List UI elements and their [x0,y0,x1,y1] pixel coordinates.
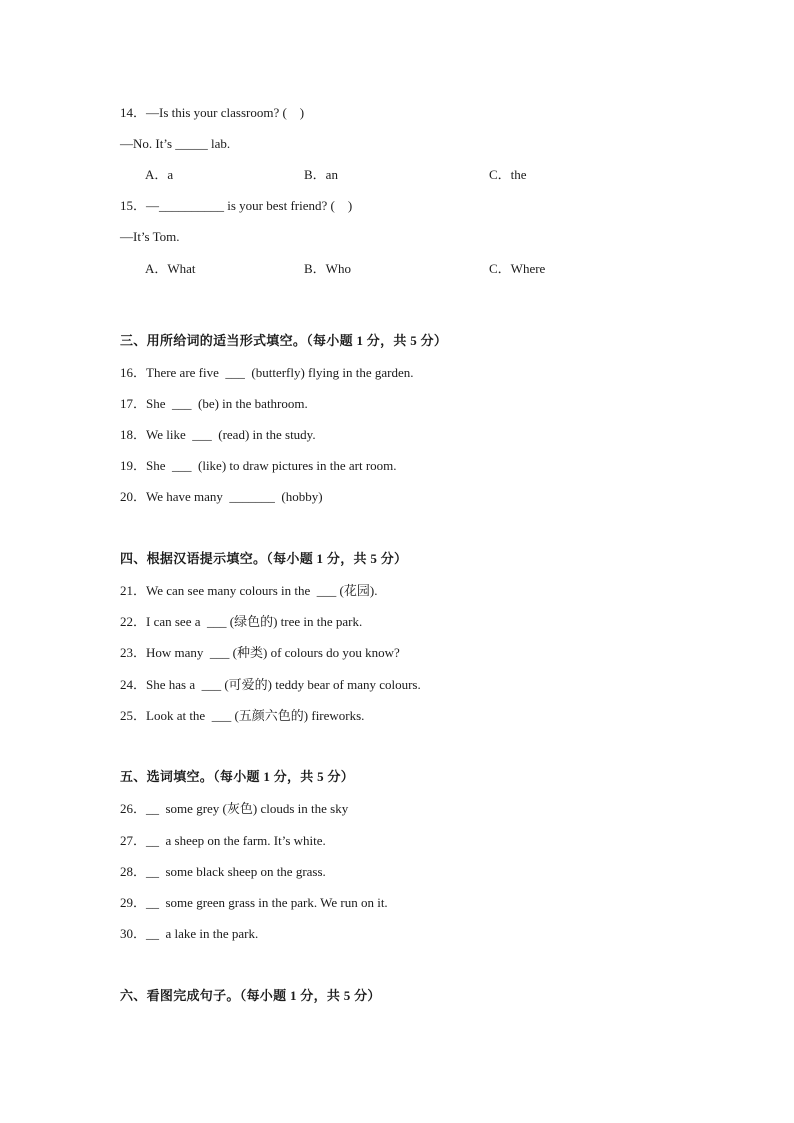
section-4-heading: 四、根据汉语提示填空。（每小题 1 分，共 5 分） [120,551,408,566]
question-15: 15．—__________ is your best friend? ( ) [120,198,353,213]
question-25: 25．Look at the ___ (五颜六色的) fireworks. [120,708,365,723]
option-14-b: B．an [304,167,338,182]
question-20: 20．We have many _______ (hobby) [120,489,323,504]
question-30: 30．__ a lake in the park. [120,926,259,941]
question-18: 18．We like ___ (read) in the study. [120,427,316,442]
question-15-answer: —It’s Tom. [120,229,180,244]
section-5-heading: 五、选词填空。（每小题 1 分，共 5 分） [120,769,355,784]
question-14-answer: —No. It’s _____ lab. [120,136,231,151]
question-16: 16．There are five ___ (butterfly) flying in the garden. [120,365,414,380]
section-3-heading: 三、用所给词的适当形式填空。（每小题 1 分，共 5 分） [120,333,448,348]
question-14: 14．—Is this your classroom? ( ) [120,105,305,120]
section-6-heading: 六、看图完成句子。（每小题 1 分，共 5 分） [120,988,381,1003]
question-27: 27．__ a sheep on the farm. It’s white. [120,833,326,848]
question-17: 17．She ___ (be) in the bathroom. [120,396,308,411]
option-14-a: A．a [145,167,174,182]
question-26: 26．__ some grey (灰色) clouds in the sky [120,801,349,816]
question-19: 19．She ___ (like) to draw pictures in the art room. [120,458,397,473]
question-24: 24．She has a ___ (可爱的) teddy bear of many colours. [120,677,421,692]
option-15-a: A．What [145,261,196,276]
option-15-c: C．Where [489,261,546,276]
question-22: 22．I can see a ___ (绿色的) tree in the park. [120,614,363,629]
question-29: 29．__ some green grass in the park. We run on it. [120,895,388,910]
question-28: 28．__ some black sheep on the grass. [120,864,326,879]
option-14-c: C．the [489,167,527,182]
option-15-b: B．Who [304,261,351,276]
question-23: 23．How many ___ (种类) of colours do you know? [120,645,400,660]
question-21: 21．We can see many colours in the ___ (花园). [120,583,378,598]
